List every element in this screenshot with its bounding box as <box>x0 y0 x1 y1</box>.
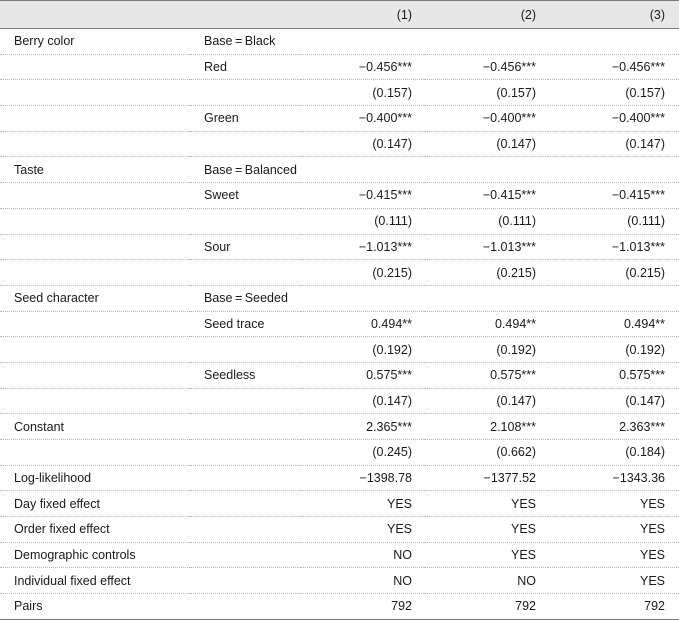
row-category <box>190 388 300 414</box>
table-row <box>0 414 679 440</box>
row-label <box>0 80 190 106</box>
cell-model-2: (0.147) <box>424 131 548 157</box>
cell-model-2: YES <box>424 517 548 543</box>
table-row <box>0 208 679 234</box>
row-category <box>190 440 300 466</box>
row-category <box>190 491 300 517</box>
table-row <box>0 568 679 594</box>
table-row <box>0 285 679 311</box>
header-cell-model-2: (2) <box>424 1 548 29</box>
cell-model-3: 792 <box>548 594 679 620</box>
cell-model-1: NO <box>300 568 424 594</box>
row-category <box>190 568 300 594</box>
header-cell-model-1: (1) <box>300 1 424 29</box>
cell-model-3: (0.192) <box>548 337 679 363</box>
row-category <box>190 337 300 363</box>
cell-model-3 <box>548 285 679 311</box>
row-label: Day fixed effect <box>0 491 190 517</box>
row-category <box>190 131 300 157</box>
cell-model-1: YES <box>300 517 424 543</box>
cell-model-1: 2.365*** <box>300 414 424 440</box>
row-category: Base = Balanced <box>190 157 300 183</box>
cell-model-1: YES <box>300 491 424 517</box>
table-row <box>0 465 679 491</box>
cell-model-1 <box>300 285 424 311</box>
cell-model-3: −1343.36 <box>548 465 679 491</box>
cell-model-2 <box>424 157 548 183</box>
row-label: Berry color <box>0 29 190 55</box>
cell-model-3: YES <box>548 542 679 568</box>
cell-model-2 <box>424 29 548 55</box>
cell-model-3: YES <box>548 491 679 517</box>
cell-model-1: −1398.78 <box>300 465 424 491</box>
table-row <box>0 234 679 260</box>
cell-model-3: (0.147) <box>548 131 679 157</box>
row-label: Individual fixed effect <box>0 568 190 594</box>
row-label <box>0 311 190 337</box>
row-category: Red <box>190 54 300 80</box>
cell-model-1: 0.494** <box>300 311 424 337</box>
row-label: Constant <box>0 414 190 440</box>
cell-model-1: −0.456*** <box>300 54 424 80</box>
cell-model-2: (0.192) <box>424 337 548 363</box>
cell-model-3: 0.575*** <box>548 362 679 388</box>
cell-model-2: −0.415*** <box>424 183 548 209</box>
cell-model-3 <box>548 157 679 183</box>
table-row <box>0 362 679 388</box>
row-label <box>0 260 190 286</box>
row-category: Base = Seeded <box>190 285 300 311</box>
cell-model-2: −0.400*** <box>424 106 548 132</box>
row-label: Order fixed effect <box>0 517 190 543</box>
cell-model-3 <box>548 29 679 55</box>
row-label <box>0 106 190 132</box>
cell-model-2: −0.456*** <box>424 54 548 80</box>
cell-model-1: (0.215) <box>300 260 424 286</box>
table-row <box>0 54 679 80</box>
row-category: Green <box>190 106 300 132</box>
cell-model-2: (0.215) <box>424 260 548 286</box>
cell-model-3: −0.415*** <box>548 183 679 209</box>
cell-model-3: YES <box>548 517 679 543</box>
cell-model-1: (0.245) <box>300 440 424 466</box>
row-label: Taste <box>0 157 190 183</box>
row-category: Sour <box>190 234 300 260</box>
row-label: Pairs <box>0 594 190 620</box>
table-row <box>0 260 679 286</box>
row-category: Base = Black <box>190 29 300 55</box>
header-cell-model-3: (3) <box>548 1 679 29</box>
cell-model-3: (0.111) <box>548 208 679 234</box>
cell-model-2: 2.108*** <box>424 414 548 440</box>
cell-model-1: (0.192) <box>300 337 424 363</box>
table-row <box>0 491 679 517</box>
row-category <box>190 542 300 568</box>
cell-model-2: (0.157) <box>424 80 548 106</box>
cell-model-3: (0.184) <box>548 440 679 466</box>
row-label: Demographic controls <box>0 542 190 568</box>
row-label <box>0 54 190 80</box>
cell-model-2: NO <box>424 568 548 594</box>
table-body <box>0 29 679 620</box>
cell-model-1: 792 <box>300 594 424 620</box>
table-row <box>0 517 679 543</box>
cell-model-2: −1377.52 <box>424 465 548 491</box>
cell-model-1: −0.400*** <box>300 106 424 132</box>
row-label <box>0 337 190 363</box>
row-category: Sweet <box>190 183 300 209</box>
table-row <box>0 80 679 106</box>
cell-model-2: (0.147) <box>424 388 548 414</box>
cell-model-1: NO <box>300 542 424 568</box>
table-row <box>0 183 679 209</box>
cell-model-1: 0.575*** <box>300 362 424 388</box>
cell-model-3: −0.456*** <box>548 54 679 80</box>
cell-model-2: 792 <box>424 594 548 620</box>
cell-model-1 <box>300 29 424 55</box>
row-label <box>0 131 190 157</box>
table-row <box>0 29 679 55</box>
cell-model-3: −1.013*** <box>548 234 679 260</box>
cell-model-3: YES <box>548 568 679 594</box>
row-category: Seedless <box>190 362 300 388</box>
header-cell-variable <box>0 1 190 29</box>
row-category <box>190 517 300 543</box>
cell-model-3: 2.363*** <box>548 414 679 440</box>
row-label <box>0 234 190 260</box>
row-label <box>0 183 190 209</box>
cell-model-2 <box>424 285 548 311</box>
row-label: Seed character <box>0 285 190 311</box>
row-category <box>190 414 300 440</box>
row-label: Log-likelihood <box>0 465 190 491</box>
row-label <box>0 440 190 466</box>
table-row <box>0 594 679 620</box>
cell-model-3: (0.215) <box>548 260 679 286</box>
table-row <box>0 157 679 183</box>
cell-model-1: −1.013*** <box>300 234 424 260</box>
row-category: Seed trace <box>190 311 300 337</box>
cell-model-1 <box>300 157 424 183</box>
cell-model-2: 0.494** <box>424 311 548 337</box>
row-category <box>190 208 300 234</box>
row-label <box>0 362 190 388</box>
cell-model-3: 0.494** <box>548 311 679 337</box>
cell-model-2: (0.662) <box>424 440 548 466</box>
cell-model-3: (0.157) <box>548 80 679 106</box>
table-row <box>0 542 679 568</box>
table-row <box>0 440 679 466</box>
row-category <box>190 80 300 106</box>
table-row <box>0 388 679 414</box>
row-category <box>190 465 300 491</box>
header-cell-category <box>190 1 300 29</box>
row-category <box>190 260 300 286</box>
cell-model-2: YES <box>424 491 548 517</box>
row-label <box>0 388 190 414</box>
cell-model-3: (0.147) <box>548 388 679 414</box>
table-row <box>0 131 679 157</box>
cell-model-1: (0.147) <box>300 388 424 414</box>
cell-model-1: −0.415*** <box>300 183 424 209</box>
row-label <box>0 208 190 234</box>
cell-model-2: (0.111) <box>424 208 548 234</box>
table-row <box>0 311 679 337</box>
table-header-row <box>0 1 679 29</box>
table-row <box>0 106 679 132</box>
cell-model-1: (0.157) <box>300 80 424 106</box>
cell-model-2: −1.013*** <box>424 234 548 260</box>
cell-model-1: (0.111) <box>300 208 424 234</box>
row-category <box>190 594 300 620</box>
cell-model-1: (0.147) <box>300 131 424 157</box>
cell-model-2: YES <box>424 542 548 568</box>
cell-model-2: 0.575*** <box>424 362 548 388</box>
cell-model-3: −0.400*** <box>548 106 679 132</box>
table-row <box>0 337 679 363</box>
